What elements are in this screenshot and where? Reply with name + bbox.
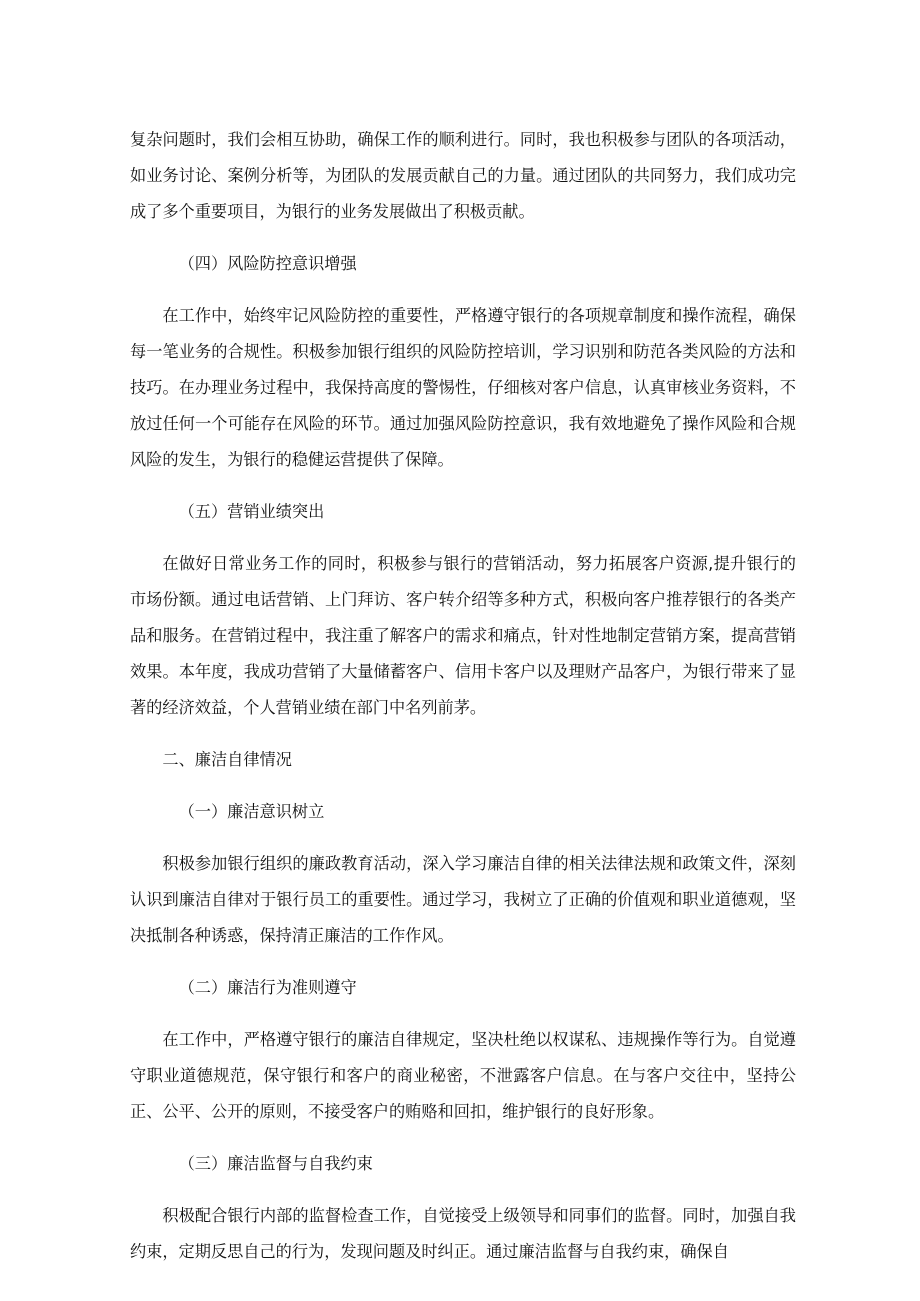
- paragraph-risk-control: 在工作中，始终牢记风险防控的重要性，严格遵守银行的各项规章制度和操作流程，确保每一笔业务的合规性。积极参加银行组织的风险防控培训，学习识别和防范各类风险的方法和技巧。在办理业务过程中，我保持高度的警惕性，仔细核对客户信息，认真审核业务资料，不放过任何一个可能存在风险的环节。通过加强风险防控意识，我有效地避免了操作风险和合规风险的发生，为银行的稳健运营提供了保障。: [130, 306, 796, 469]
- document-body: [130, 122, 796, 1286]
- heading-integrity-conduct: （二）廉洁行为准则遵守: [178, 978, 357, 997]
- paragraph-integrity-awareness: 积极参加银行组织的廉政教育活动，深入学习廉洁自律的相关法律法规和政策文件，深刻认识到廉洁自律对于银行员工的重要性。通过学习，我树立了正确的价值观和职业道德观，坚决抵制各种诱惑，保持清正廉洁的工作作风。: [130, 854, 796, 945]
- paragraph-teamwork-continued: 复杂问题时，我们会相互协助，确保工作的顺利进行。同时，我也积极参与团队的各项活动，如业务讨论、案例分析等，为团队的发展贡献自己的力量。通过团队的共同努力，我们成功完成了多个重要项目，为银行的业务发展做出了积极贡献。: [130, 130, 796, 221]
- paragraph-integrity-supervision: 积极配合银行内部的监督检查工作，自觉接受上级领导和同事们的监督。同时，加强自我约束，定期反思自己的行为，发现问题及时纠正。通过廉洁监督与自我约束，确保自: [130, 1206, 796, 1261]
- heading-integrity-awareness: （一）廉洁意识树立: [178, 802, 325, 821]
- heading-integrity-supervision: （三）廉洁监督与自我约束: [178, 1154, 373, 1173]
- heading-integrity: 二、廉洁自律情况: [162, 750, 292, 769]
- heading-risk-control: （四）风险防控意识增强: [178, 254, 357, 273]
- paragraph-marketing: 在做好日常业务工作的同时，积极参与银行的营销活动，努力拓展客户资源,提升银行的市场份额。通过电话营销、上门拜访、客户转介绍等多种方式，积极向客户推荐银行的各类产品和服务。在营销过程中，我注重了解客户的需求和痛点，针对性地制定营销方案，提高营销效果。本年度，我成功营销了大量储蓄客户、信用卡客户以及理财产品客户，为银行带来了显著的经济效益，个人营销业绩在部门中名列前茅。: [130, 554, 796, 717]
- heading-marketing: （五）营销业绩突出: [178, 502, 325, 521]
- paragraph-integrity-conduct: 在工作中，严格遵守银行的廉洁自律规定，坚决杜绝以权谋私、违规操作等行为。自觉遵守职业道德规范，保守银行和客户的商业秘密，不泄露客户信息。在与客户交往中，坚持公正、公平、公开的原则，不接受客户的贿赂和回扣，维护银行的良好形象。: [130, 1030, 796, 1121]
